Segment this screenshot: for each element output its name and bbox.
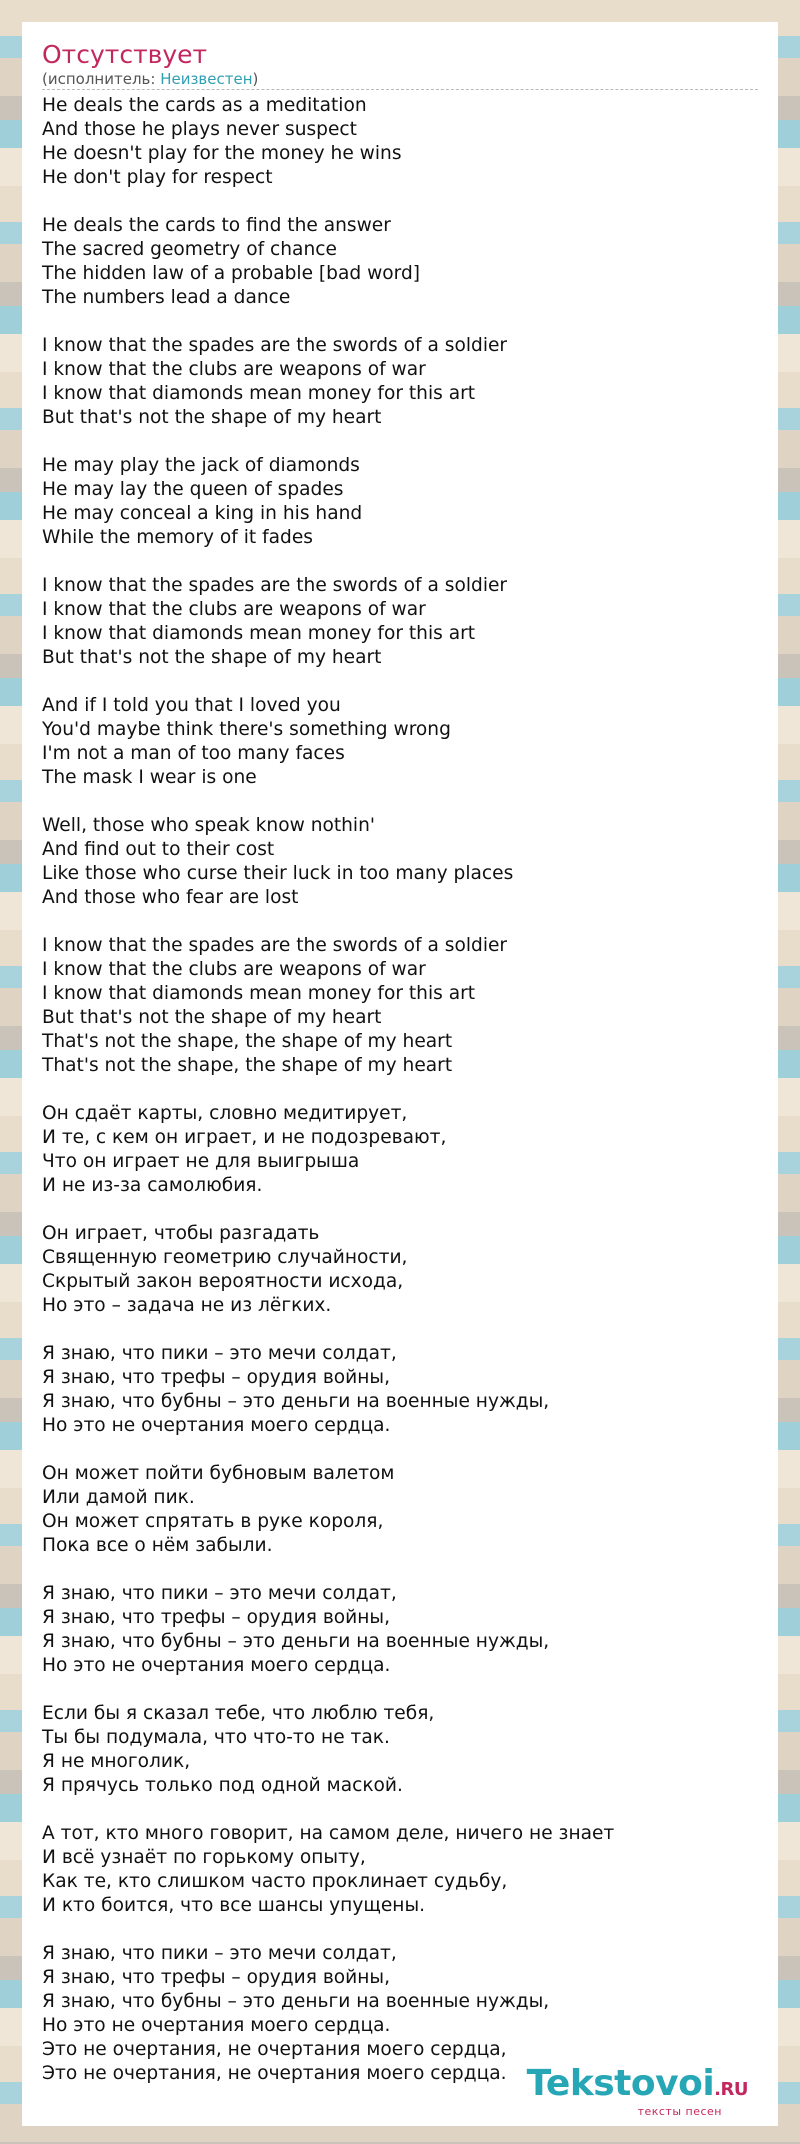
lyric-line: The hidden law of a probable [bad word] [42, 263, 421, 284]
lyric-line: I know that diamonds mean money for this art [42, 623, 476, 644]
lyric-line: He deals the cards to find the answer [42, 215, 391, 236]
lyric-line: Но это – задача не из лёгких. [42, 1295, 332, 1316]
lyric-line: I know that diamonds mean money for this art [42, 383, 476, 404]
lyric-line: He may lay the queen of spades [42, 479, 344, 500]
lyric-line: Священную геометрию случайности, [42, 1247, 408, 1268]
lyric-line: Я знаю, что бубны – это деньги на военные нужды, [42, 1631, 550, 1652]
lyric-line: I'm not a man of too many faces [42, 743, 345, 764]
artist-suffix: ) [252, 70, 259, 88]
lyric-line: I know that the clubs are weapons of war [42, 959, 426, 980]
stanza [42, 1462, 758, 1558]
lyric-line: And if I told you that I loved you [42, 695, 341, 716]
stanza [42, 214, 758, 310]
lyric-line: А тот, кто много говорит, на самом деле, ничего не знает [42, 1823, 615, 1844]
lyric-line: Я знаю, что пики – это мечи солдат, [42, 1943, 397, 1964]
logo-tld: .RU [714, 2079, 748, 2100]
stanza [42, 454, 758, 550]
lyric-line: I know that the spades are the swords of a soldier [42, 335, 508, 356]
lyric-line: И кто боится, что все шансы упущены. [42, 1895, 426, 1916]
lyric-line: Я знаю, что трефы – орудия войны, [42, 1367, 390, 1388]
lyric-line: I know that the clubs are weapons of war [42, 359, 426, 380]
lyric-line: You'd maybe think there's something wrong [42, 719, 451, 740]
stanza [42, 1702, 758, 1798]
stanza [42, 1582, 758, 1678]
stanza [42, 1822, 758, 1918]
lyric-line: While the memory of it fades [42, 527, 313, 548]
lyric-line: И не из-за самолюбия. [42, 1175, 263, 1196]
lyric-line: Я знаю, что бубны – это деньги на военные нужды, [42, 1991, 550, 2012]
lyric-line: Или дамой пик. [42, 1487, 195, 1508]
lyric-line: But that's not the shape of my heart [42, 407, 382, 428]
lyric-line: Я знаю, что бубны – это деньги на военные нужды, [42, 1391, 550, 1412]
lyric-line: Это не очертания, не очертания моего сердца. [42, 2063, 507, 2084]
logo-main-text: Tekstovoi [526, 2063, 715, 2104]
artist-line [42, 70, 758, 90]
lyric-line: Что он играет не для выигрыша [42, 1151, 360, 1172]
song-title: Отсутствует [42, 40, 208, 69]
lyrics-card [22, 22, 778, 2126]
lyric-line: He may conceal a king in his hand [42, 503, 363, 524]
lyric-line: Но это не очертания моего сердца. [42, 1415, 391, 1436]
artist-link[interactable]: Неизвестен [160, 70, 253, 88]
lyric-line: Скрытый закон вероятности исхода, [42, 1271, 404, 1292]
lyric-line: Я знаю, что трефы – орудия войны, [42, 1967, 390, 1988]
lyric-line: Он сдаёт карты, словно медитирует, [42, 1103, 408, 1124]
lyric-line: Если бы я сказал тебе, что люблю тебя, [42, 1703, 435, 1724]
lyric-line: The sacred geometry of chance [42, 239, 337, 260]
lyric-line: He don't play for respect [42, 167, 273, 188]
lyrics-body [42, 94, 758, 2086]
lyric-line: He doesn't play for the money he wins [42, 143, 402, 164]
stanza [42, 1222, 758, 1318]
lyric-line: The numbers lead a dance [42, 287, 291, 308]
lyric-line: Я знаю, что пики – это мечи солдат, [42, 1583, 397, 1604]
artist-prefix: (исполнитель: [42, 70, 161, 88]
lyric-line: He may play the jack of diamonds [42, 455, 360, 476]
stanza [42, 1102, 758, 1198]
lyric-line: Он может спрятать в руке короля, [42, 1511, 384, 1532]
lyric-line: That's not the shape, the shape of my heart [42, 1055, 453, 1076]
lyric-line: The mask I wear is one [42, 767, 257, 788]
lyric-line: And those who fear are lost [42, 887, 299, 908]
lyric-line: Как те, кто слишком часто проклинает судьбу, [42, 1871, 508, 1892]
stanza [42, 814, 758, 910]
stanza [42, 694, 758, 790]
stanza [42, 334, 758, 430]
lyric-line: I know that the clubs are weapons of war [42, 599, 426, 620]
lyric-line: Like those who curse their luck in too many places [42, 863, 514, 884]
logo-subtitle: тексты песен [637, 2105, 722, 2118]
lyric-line: That's not the shape, the shape of my heart [42, 1031, 453, 1052]
lyric-line: И те, с кем он играет, и не подозревают, [42, 1127, 447, 1148]
lyric-line: Ты бы подумала, что что-то не так. [42, 1727, 390, 1748]
lyric-line: Я прячусь только под одной маской. [42, 1775, 403, 1796]
lyric-line: И всё узнаёт по горькому опыту, [42, 1847, 366, 1868]
lyric-line: I know that the spades are the swords of a soldier [42, 935, 508, 956]
stanza [42, 94, 758, 190]
lyric-line: But that's not the shape of my heart [42, 647, 382, 668]
lyric-line: Пока все о нём забыли. [42, 1535, 273, 1556]
lyric-line: Я не многолик, [42, 1751, 191, 1772]
lyric-line: Он играет, чтобы разгадать [42, 1223, 320, 1244]
site-logo[interactable] [527, 2065, 748, 2118]
lyric-line: Well, those who speak know nothin' [42, 815, 375, 836]
lyric-line: Это не очертания, не очертания моего сердца, [42, 2039, 507, 2060]
lyric-line: He deals the cards as a meditation [42, 95, 367, 116]
lyric-line: And find out to their cost [42, 839, 275, 860]
lyric-line: And those he plays never suspect [42, 119, 357, 140]
lyric-line: Я знаю, что трефы – орудия войны, [42, 1607, 390, 1628]
stanza [42, 1342, 758, 1438]
lyric-line: Я знаю, что пики – это мечи солдат, [42, 1343, 397, 1364]
lyric-line: Но это не очертания моего сердца. [42, 2015, 391, 2036]
stanza [42, 574, 758, 670]
lyric-line: But that's not the shape of my heart [42, 1007, 382, 1028]
lyric-line: Но это не очертания моего сердца. [42, 1655, 391, 1676]
lyric-line: I know that diamonds mean money for this art [42, 983, 476, 1004]
lyric-line: Он может пойти бубновым валетом [42, 1463, 395, 1484]
lyric-line: I know that the spades are the swords of a soldier [42, 575, 508, 596]
stanza [42, 934, 758, 1078]
